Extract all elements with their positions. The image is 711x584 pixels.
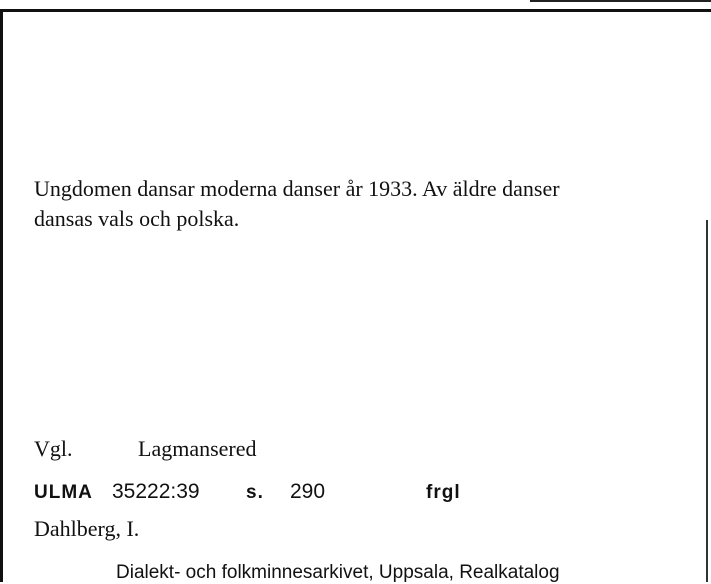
page-number: 290 bbox=[290, 480, 326, 503]
card-right-border bbox=[706, 220, 708, 582]
accession-number: 35222:39 bbox=[112, 480, 200, 503]
region-code: Vgl. bbox=[34, 436, 73, 461]
category-code: frgl bbox=[426, 482, 461, 503]
archive-footer: Dialekt- och folkminnesarkivet, Uppsala, Realkatalog bbox=[116, 562, 560, 583]
top-edge-line bbox=[530, 0, 711, 2]
record-text bbox=[34, 174, 674, 234]
place-name: Lagmansered bbox=[138, 436, 257, 461]
page-label: s. bbox=[246, 482, 264, 503]
recorder-name: Dahlberg, I. bbox=[34, 516, 140, 541]
card-left-border bbox=[0, 9, 3, 582]
record-text-line-1: Ungdomen dansar moderna danser år 1933. Av äldre danser bbox=[34, 176, 560, 201]
card-top-border bbox=[0, 9, 711, 12]
record-text-line-2: dansas vals och polska. bbox=[34, 206, 240, 231]
archive-code: ULMA bbox=[34, 482, 93, 503]
